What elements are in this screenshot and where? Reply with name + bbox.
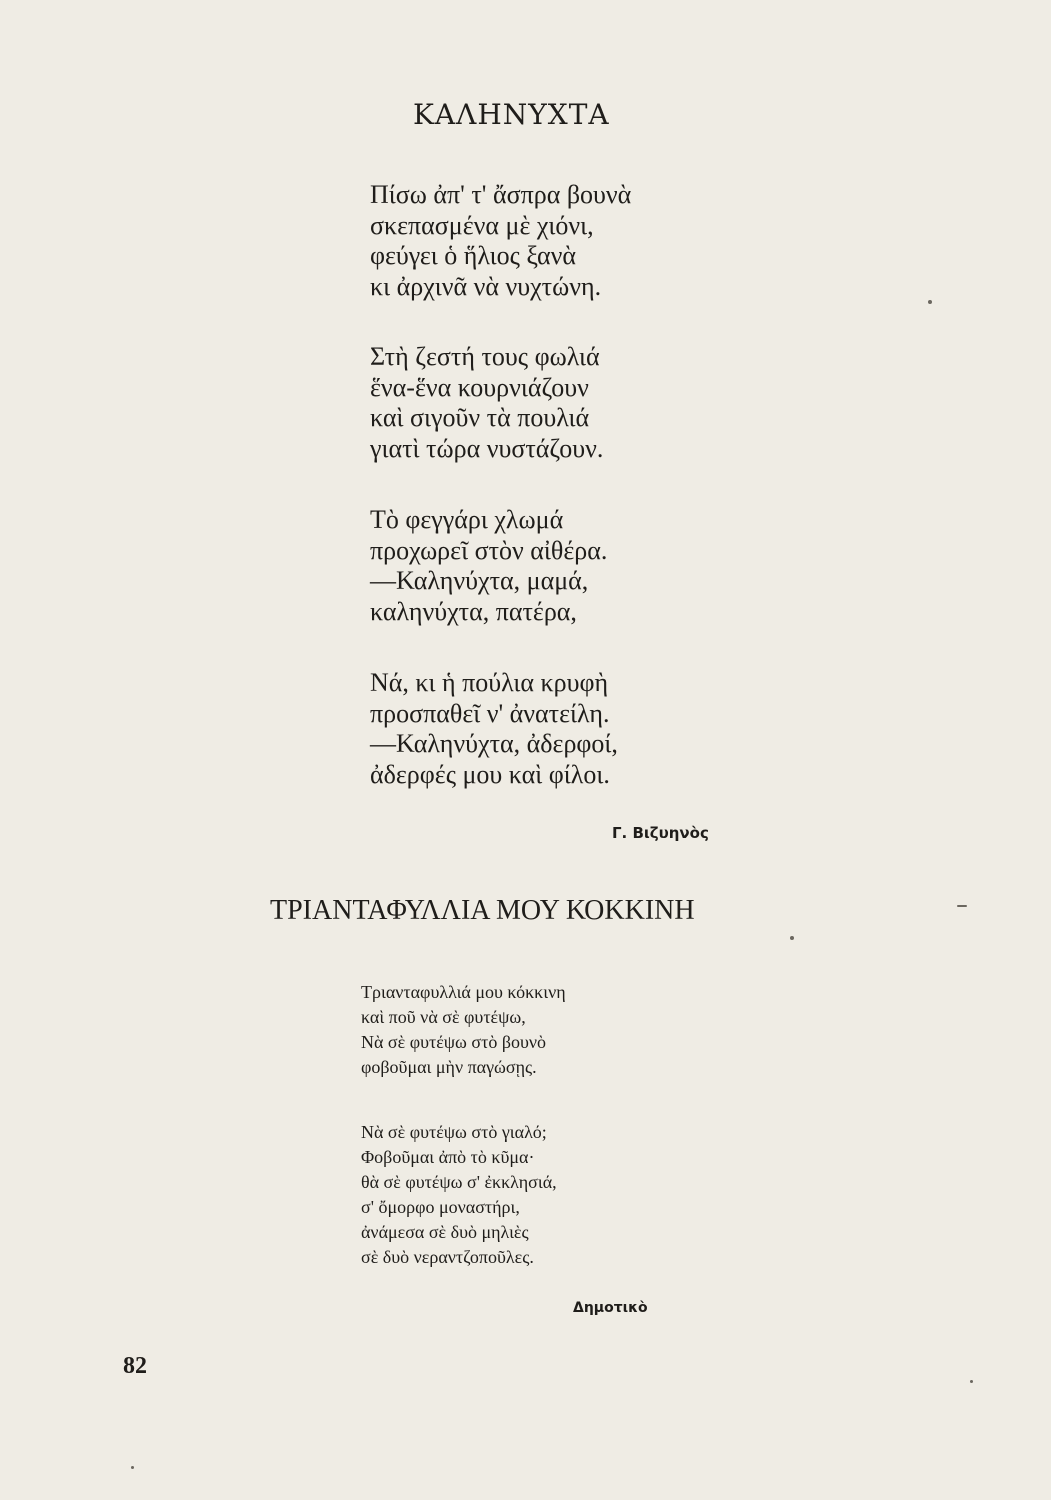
stanza — [370, 180, 631, 303]
poem-line: —Καληνύχτα, ἀδερφοί, — [370, 729, 618, 759]
poem-line: ἀδερφές μου καὶ φίλοι. — [370, 760, 610, 790]
page-number: 82 — [123, 1353, 147, 1379]
scan-speck — [131, 1466, 134, 1469]
poem-line: φοβοῦμαι μὴν παγώσῃς. — [361, 1057, 537, 1077]
poem-line: καὶ σιγοῦν τὰ πουλιά — [370, 403, 590, 433]
stanza — [361, 1120, 557, 1270]
scan-speck — [970, 1380, 973, 1383]
scan-speck — [790, 936, 794, 940]
stanza — [370, 668, 618, 791]
poem-line: Τὸ φεγγάρι χλωμά — [370, 505, 564, 534]
stanza — [361, 980, 566, 1080]
poem-line: Τριανταφυλλιά μου κόκκινη — [361, 982, 566, 1002]
poem-line: —Καληνύχτα, μαμά, — [370, 566, 589, 596]
poem-line: Στὴ ζεστή τους φωλιά — [370, 342, 600, 371]
scan-speck — [957, 905, 967, 907]
poem-author: Δημοτικὸ — [573, 1300, 648, 1316]
poem-line: σὲ δυὸ νεραντζοποῦλες. — [361, 1247, 534, 1267]
poem-line: Νὰ σὲ φυτέψω στὸ γιαλό; — [361, 1122, 547, 1142]
poem-line: καὶ ποῦ νὰ σὲ φυτέψω, — [361, 1007, 526, 1027]
poem-title-triantafyllia: ΤΡΙΑΝΤΑΦΥΛΛΙΑ ΜΟΥ ΚΟΚΚΙΝΗ — [270, 895, 695, 926]
poem-line: κι ἀρχινᾶ νὰ νυχτώνη. — [370, 272, 602, 302]
poem-line: προσπαθεῖ ν' ἀνατείλη. — [370, 698, 610, 728]
poem-line: ἕνα-ἕνα κουρνιάζουν — [370, 372, 589, 402]
poem-line: σ' ὄμορφο μοναστήρι, — [361, 1197, 520, 1217]
poem-line: Νά, κι ἡ πούλια κρυφὴ — [370, 668, 609, 697]
poem-line: θὰ σὲ φυτέψω σ' ἐκκλησιά, — [361, 1172, 557, 1192]
poem-line: σκεπασμένα μὲ χιόνι, — [370, 210, 594, 240]
poem-line: προχωρεῖ στὸν αἰθέρα. — [370, 535, 608, 565]
poem-line: Νὰ σὲ φυτέψω στὸ βουνὸ — [361, 1032, 547, 1052]
scan-speck — [928, 300, 932, 304]
poem-title-kalinyxta: ΚΑΛΗΝΥΧΤΑ — [413, 98, 610, 131]
poem-line: φεύγει ὁ ἥλιος ξανὰ — [370, 241, 577, 271]
stanza — [370, 505, 607, 628]
poem-line: Φοβοῦμαι ἀπὸ τὸ κῦμα· — [361, 1147, 535, 1167]
poem-line: γιατὶ τώρα νυστάζουν. — [370, 434, 604, 464]
poem-line: καληνύχτα, πατέρα, — [370, 597, 577, 627]
poem-author: Γ. Βιζυηνὸς — [612, 824, 709, 842]
poem-line: Πίσω ἀπ' τ' ἄσπρα βουνὰ — [370, 180, 632, 209]
stanza — [370, 342, 603, 465]
poem-line: ἀνάμεσα σὲ δυὸ μηλιὲς — [361, 1222, 529, 1242]
